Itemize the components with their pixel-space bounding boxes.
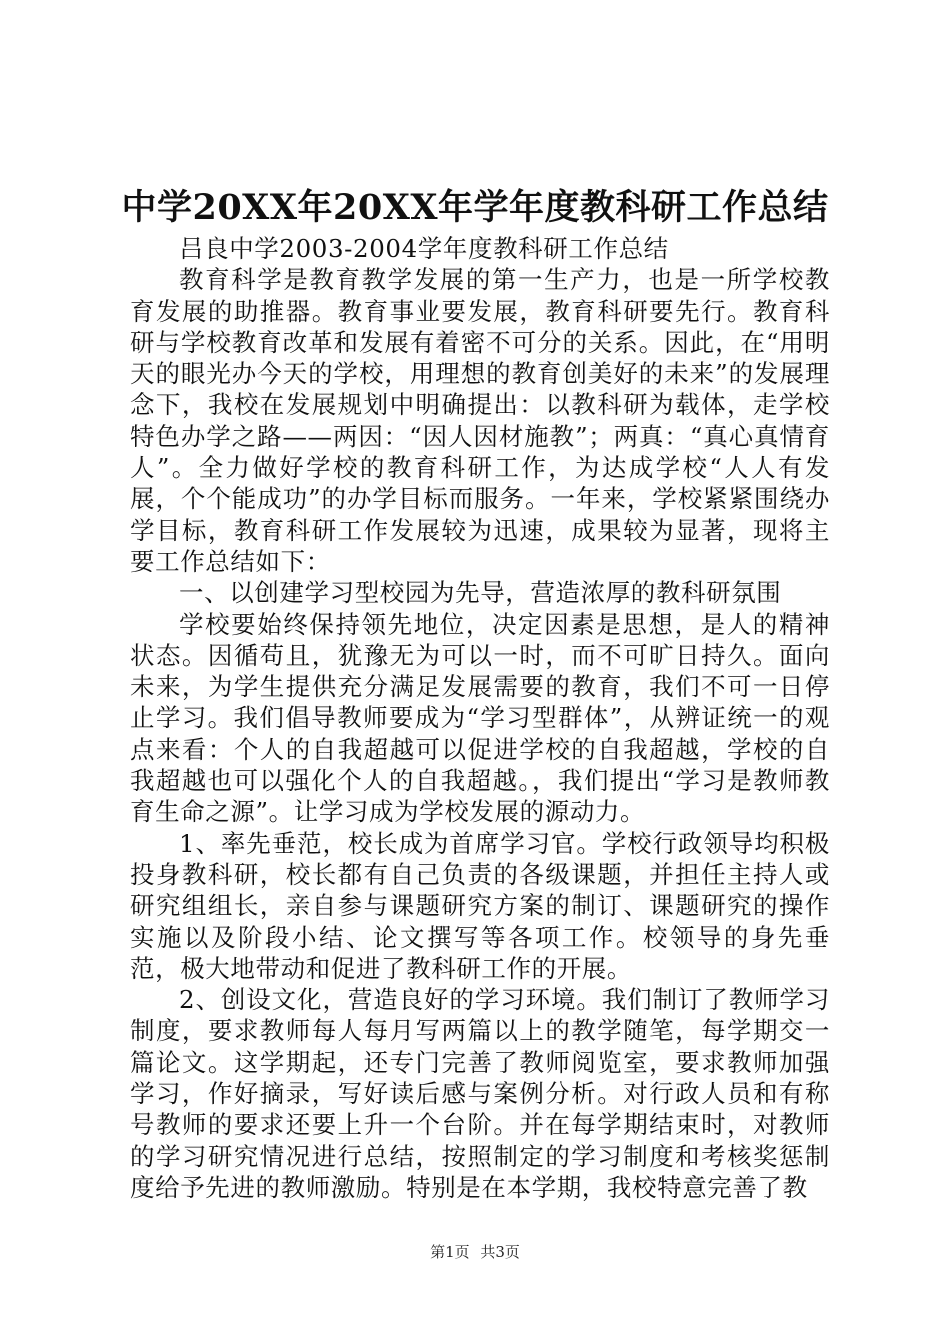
document-body: [130, 233, 830, 1203]
paragraph-learning: 学校要始终保持领先地位，决定因素是思想，是人的精神状态。因循苟且，犹豫无为可以一时，而不可旷日持久。面向未来，为学生提供充分满足发展需要的教育，我们不可一日停止学习。我们倡导教师要成为“学习型群体”，从辨证统一的观点来看：个人的自我超越可以促进学校的自我超越，学校的自我超越也可以强化个人的自我超越。，我们提出“学习是教师教育生命之源”。让学习成为学校发展的源动力。: [130, 609, 830, 827]
document-title: 中学20XX年20XX年学年度教科研工作总结: [121, 187, 829, 228]
page-number: 第1页: [430, 1243, 470, 1261]
paragraph-item-2: 2、创设文化，营造良好的学习环境。我们制订了教师学习制度，要求教师每人每月写两篇以上的教学随笔，每学期交一篇论文。这学期起，还专门完善了教师阅览室，要求教师加强学习，作好摘录，写好读后感与案例分析。对行政人员和有称号教师的要求还要上升一个台阶。并在每学期结束时，对教师的学习研究情况进行总结，按照制定的学习制度和考核奖惩制度给予先进的教师激励。特别是在本学期，我校特意完善了教: [130, 985, 830, 1202]
paragraph-item-1: 1、率先垂范，校长成为首席学习官。学校行政领导均积极投身教科研，校长都有自己负责的各级课题，并担任主持人或研究组组长，亲自参与课题研究方案的制订、课题研究的操作实施以及阶段小结、论文撰写等各项工作。校领导的身先垂范，极大地带动和促进了教科研工作的开展。: [130, 828, 830, 983]
paragraph-subtitle: 吕良中学2003-2004学年度教科研工作总结: [179, 234, 669, 263]
page-footer: [0, 1242, 950, 1262]
page-total: 共3页: [480, 1243, 520, 1261]
section-heading-1: 一、以创建学习型校园为先导，营造浓厚的教科研氛围: [179, 578, 782, 608]
paragraph-intro: 教育科学是教育教学发展的第一生产力，也是一所学校教育发展的助推器。教育事业要发展，教育科研要先行。教育科研与学校教育改革和发展有着密不可分的关系。因此，在“用明天的眼光办今天的学校，用理想的教育创美好的未来”的发展理念下，我校在发展规划中明确提出：以教科研为载体，走学校特色办学之路——两因：“因人因材施教”；两真：“真心真情育人”。全力做好学校的教育科研工作，为达成学校“人人有发展，个个能成功”的办学目标而服务。一年来，学校紧紧围绕办学目标，教育科研工作发展较为迅速，成果较为显著，现将主要工作总结如下：: [130, 265, 830, 576]
